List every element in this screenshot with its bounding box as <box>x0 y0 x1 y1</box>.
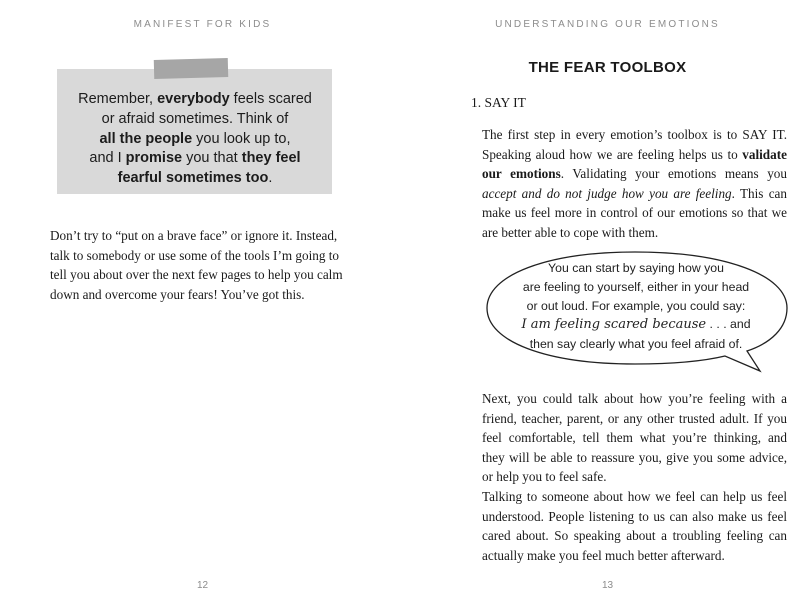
bubble-text: You can start by saying how you are feeling to yourself, either in your head or out loud. For example, you could say: I am feeling scared because . . . and then say clearly what you feel afraid of. <box>521 261 751 352</box>
running-head-right: UNDERSTANDING OUR EMOTIONS <box>495 19 720 30</box>
callout-text: Remember, everybody feels scared or afraid sometimes. Think of all the people you look up to, and I promise you that they feel fearful sometimes too. <box>78 91 312 187</box>
page-number-left: 12 <box>196 580 209 591</box>
section-title: THE FEAR TOOLBOX <box>528 59 687 76</box>
subheading: 1. SAY IT <box>471 95 526 110</box>
paragraph-2: Next, you could talk about how you’re feeling with a friend, teacher, parent, or any other trusted adult. If you feel comfortable, tell them what you’re thinking, and they will be able to reassure you, give you some advice, or help you to feel safe. <box>482 391 787 484</box>
body-paragraph: Don’t try to “put on a brave face” or ignore it. Instead, talk to somebody or use some of the tools I’m going to tell you about over the next few pages to help you calm down and overcome your fears! You’ve got this. <box>50 228 343 302</box>
paragraph-3: Talking to someone about how we feel can help us feel understood. People listening to us can also make us feel cared about. So speaking about a troubling feeling can actually make you feel much better afterward. <box>482 489 787 563</box>
right-page <box>405 0 810 608</box>
tape-strip <box>154 58 228 79</box>
page-number-right: 13 <box>601 580 614 591</box>
paragraph-1: The first step in every emotion’s toolbox is to SAY IT. Speaking aloud how we are feeling helps us to validate our emotions. Validating your emotions means you accept and do not judge how you are feeling. This can make us feel more in control of our emotions so that we are better able to cope with them. <box>482 127 787 240</box>
running-head-left: MANIFEST FOR KIDS <box>133 19 272 30</box>
